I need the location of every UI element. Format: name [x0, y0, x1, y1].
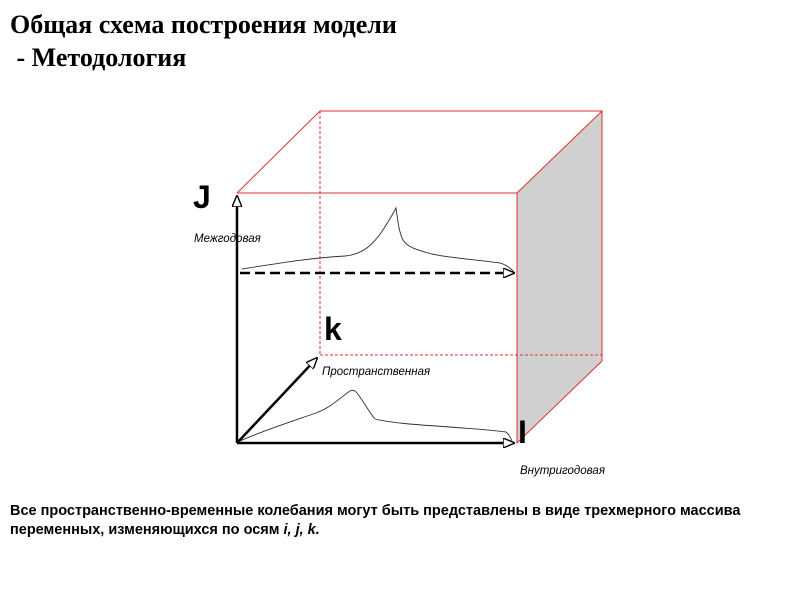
description-text: [10, 502, 780, 540]
title-line-1: Общая схема построения модели: [10, 10, 397, 39]
cube-top-left-edge: [237, 111, 320, 193]
axis-i-letter: I: [518, 414, 527, 450]
caption-main: Все пространственно-временные колебания могут быть представлены в виде трехмерного массива переменных, изменяющихся по осям: [10, 503, 741, 538]
caption-axes: i, j, k.: [283, 522, 320, 538]
cube-side-face: [517, 111, 602, 443]
axis-k-letter: k: [324, 311, 342, 347]
axis-k-arrow: [237, 358, 317, 443]
axis-j-label: Межгодовая: [194, 233, 261, 245]
axis-j-letter: J: [193, 179, 211, 215]
interannual-curve: [242, 208, 514, 272]
title-line-2: - Методология: [10, 43, 187, 72]
axis-k-label: Пространственная: [322, 366, 431, 378]
axis-i-label: Внутригодовая: [520, 465, 605, 477]
